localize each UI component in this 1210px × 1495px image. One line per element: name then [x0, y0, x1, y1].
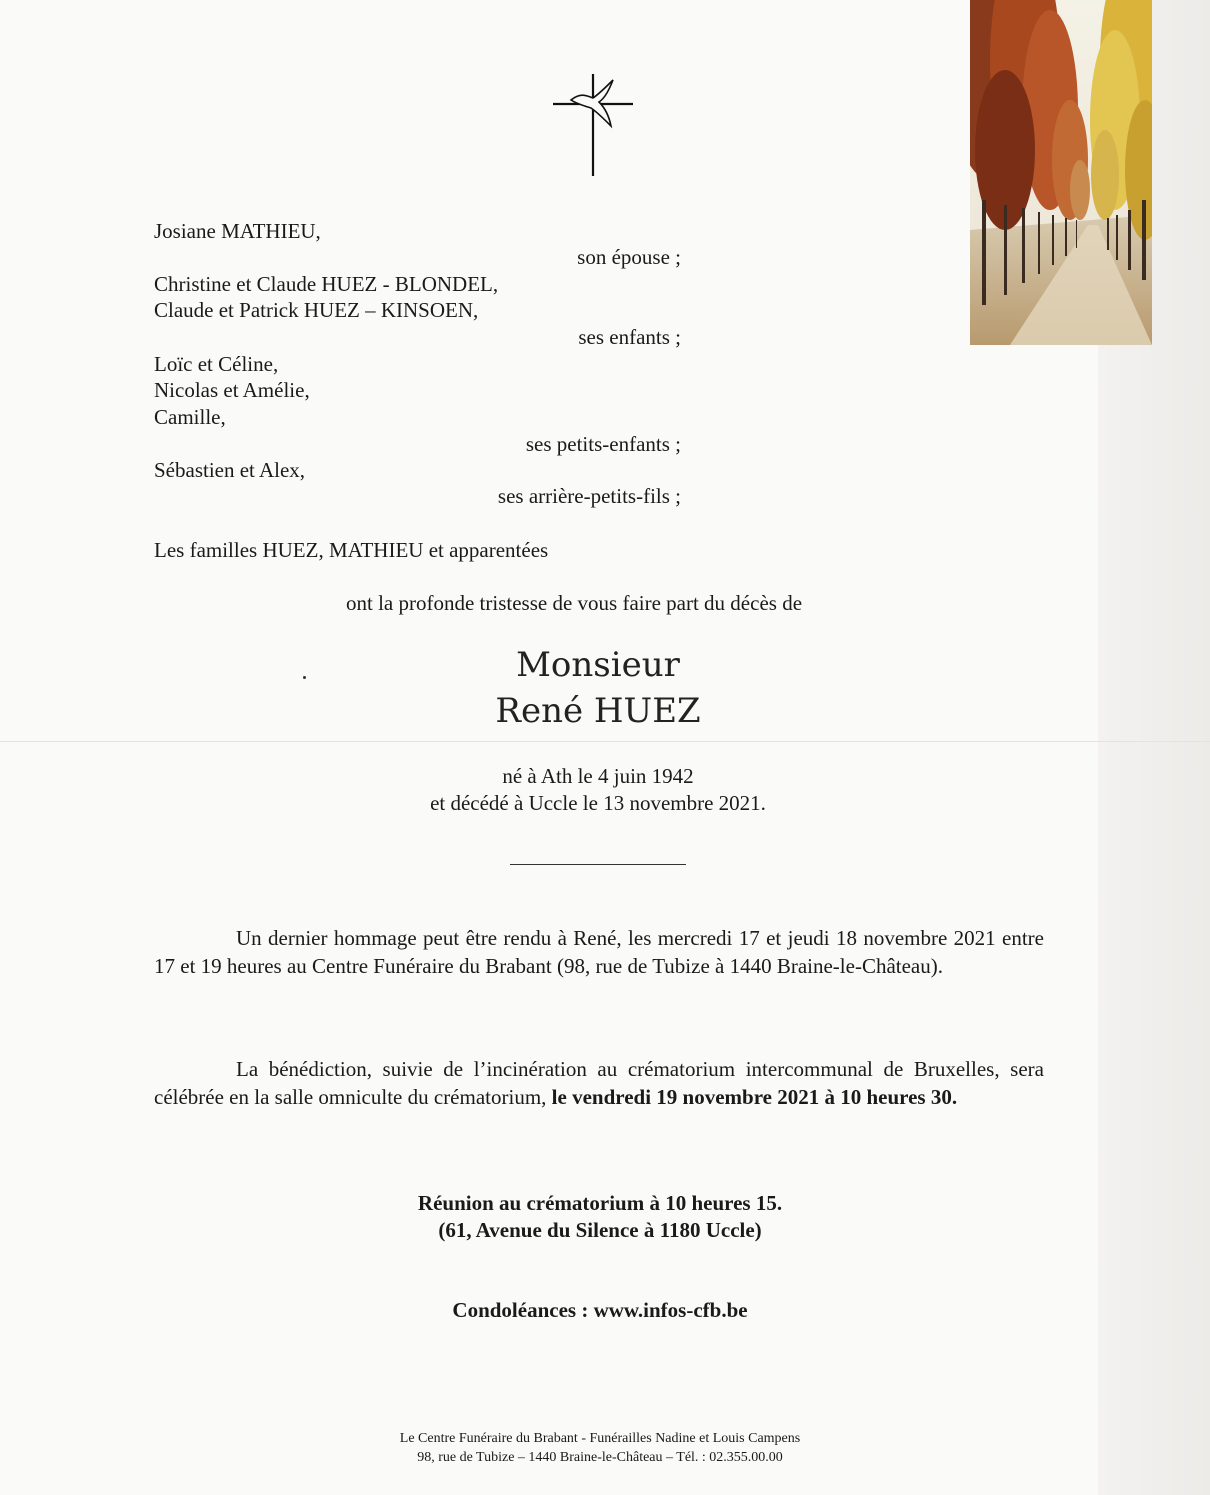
autumn-trees-photo: [970, 0, 1152, 345]
grandchild-3: Camille,: [154, 405, 226, 429]
condolences-line: Condoléances : www.infos-cfb.be: [452, 1298, 748, 1322]
families-line: Les familles HUEZ, MATHIEU et apparentées: [154, 538, 549, 562]
paper-fold-line: [0, 741, 1210, 742]
great-grandchildren: Sébastien et Alex,: [154, 458, 306, 482]
spouse-role: son épouse ;: [577, 245, 681, 269]
footer-line-2: 98, rue de Tubize – 1440 Braine-le-Château – Tél. : 02.355.00.00: [417, 1450, 783, 1465]
tribute-paragraph: [154, 924, 1044, 980]
footer-line-1: Le Centre Funéraire du Brabant - Funérailles Nadine et Louis Campens: [399, 1431, 801, 1446]
meeting-line-1: Réunion au crématorium à 10 heures 15.: [417, 1191, 783, 1215]
grandchild-2: Nicolas et Amélie,: [154, 378, 310, 402]
birth-line: né à Ath le 4 juin 1942: [502, 764, 694, 788]
death-line: et décédé à Uccle le 13 novembre 2021.: [430, 791, 766, 815]
announcement: ont la profonde tristesse de vous faire part du décès de: [346, 591, 803, 615]
ceremony-text: La bénédiction, suivie de l’incinération au crématorium intercommunal de Bruxelles, sera célébrée en la salle omniculte du crématorium,: [154, 1057, 1044, 1109]
tribute-text: Un dernier hommage peut être rendu à René, les mercredi 17 et jeudi 18 novembre 2021 entre 17 et 19 heures au Centre Funéraire du Brabant (98, rue de Tubize à 1440 Braine-le-Château).: [154, 926, 1044, 978]
ceremony-paragraph: [154, 1055, 1044, 1111]
child-2: Claude et Patrick HUEZ – KINSOEN,: [154, 298, 479, 322]
grandchild-1: Loïc et Céline,: [154, 352, 279, 376]
meeting-line-2: (61, Avenue du Silence à 1180 Uccle): [438, 1218, 762, 1242]
grandchildren-role: ses petits-enfants ;: [525, 432, 681, 456]
cross-dove-icon: [551, 72, 635, 178]
children-role: ses enfants ;: [578, 325, 681, 349]
great-grandchildren-role: ses arrière-petits-fils ;: [497, 484, 681, 508]
child-1: Christine et Claude HUEZ - BLONDEL,: [154, 272, 499, 296]
stray-dot: [303, 676, 306, 679]
deceased-name: René HUEZ: [495, 691, 701, 731]
ceremony-date: le vendredi 19 novembre 2021 à 10 heures 30.: [551, 1085, 958, 1109]
spouse-name: Josiane MATHIEU,: [154, 219, 321, 243]
divider-line: [510, 864, 686, 865]
deceased-title: Monsieur: [516, 645, 680, 685]
